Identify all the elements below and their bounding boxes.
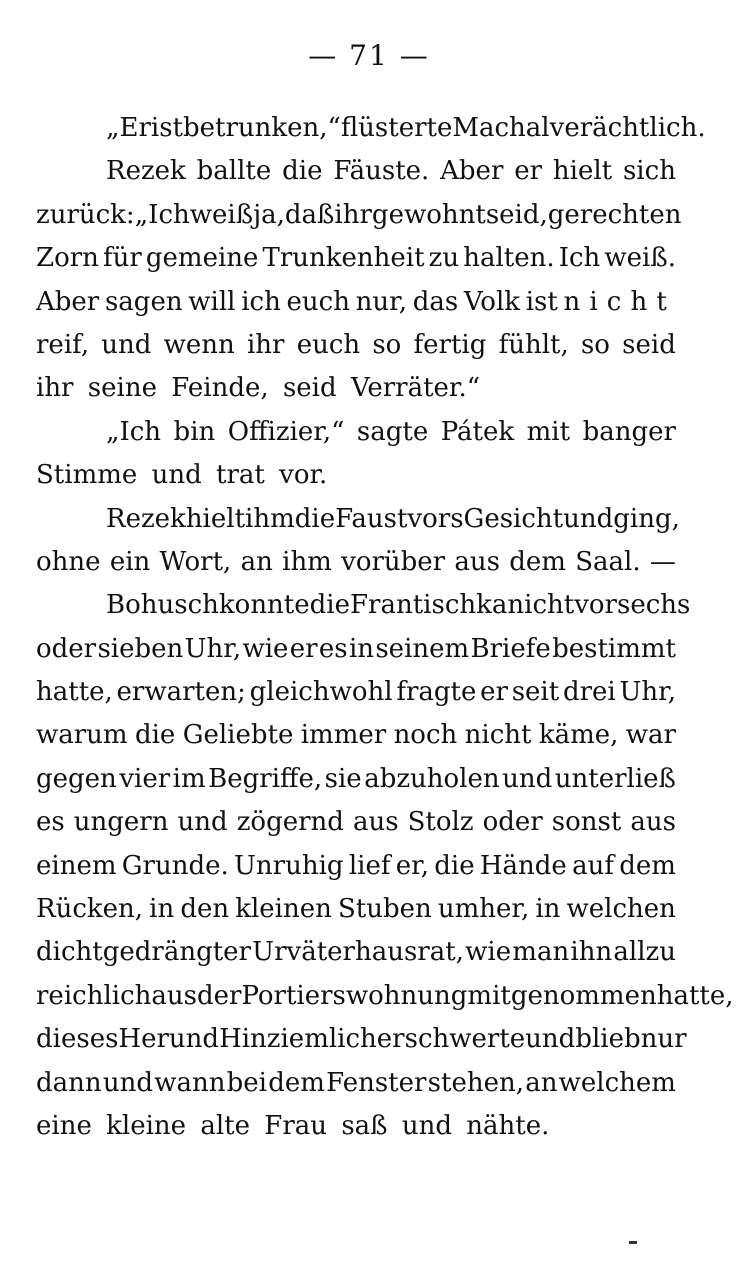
word: banger [582,416,676,447]
word: dann [36,1067,102,1098]
word: ihr [36,373,74,404]
word: nähte. [466,1110,550,1141]
word: ungern [73,807,169,838]
word: die [434,850,475,881]
word: fertig [413,329,487,360]
text-line [36,324,676,367]
word: betrunken,“ [183,113,341,143]
word: hatte, [36,677,113,708]
word: stehen, [427,1067,524,1098]
word: sich [622,156,676,187]
word: nur [640,1024,687,1055]
word: sagte [356,416,429,447]
word: welchen [566,894,676,925]
word: eine [36,1110,92,1141]
text-line [36,671,676,714]
word: sie [324,763,362,794]
word: bin [173,416,216,447]
word: für [103,243,142,274]
word: und [151,460,202,491]
word: und [525,1024,576,1055]
word: oder [482,807,543,838]
word: daß [284,199,335,230]
text-line [36,714,676,757]
word: Faust [335,503,408,534]
text-line [36,975,734,1018]
word: „Er [106,113,151,143]
text-line [36,628,676,671]
word: reif, [36,329,90,360]
word: Stolz [407,807,474,838]
word: hielt [552,156,613,187]
word: fühlt, [498,329,569,360]
word: Pátek [440,416,515,447]
word: welchem [558,1067,676,1098]
word: ziemlich [266,1024,377,1055]
word: so [372,329,402,360]
word: Portierswohnung [241,980,468,1011]
word: Ich [558,243,601,274]
word: Volk [463,286,521,317]
word: er [289,633,318,664]
word: auf [572,850,614,881]
word: Machal [452,113,550,143]
word: kleinen [235,894,332,925]
word: das [412,286,459,317]
word: ging, [613,503,680,534]
word: Zorn [36,243,99,274]
word: die [294,503,336,534]
text-line [36,888,676,931]
word: saß [341,1110,388,1141]
word: und [502,763,553,794]
word: aus [630,807,676,838]
word: sechs [617,590,691,621]
word: Offizier,“ [227,416,345,447]
word: dieses [36,1024,119,1055]
word: konnte [218,590,310,621]
word: Frau [264,1110,328,1141]
word: zögernd [236,807,344,838]
word: sonst [551,807,622,838]
word: noch [393,720,458,751]
word: aus [454,546,500,577]
word: und [177,807,228,838]
text-line [36,281,676,324]
text-line [36,931,676,974]
word: sagen [104,286,183,317]
word: vier [119,763,171,794]
text-line [36,1018,687,1061]
word: ich [241,286,281,317]
word: Trunkenheit [262,243,425,274]
word: so [580,329,610,360]
word: und [563,503,614,534]
word: euch [286,286,350,317]
word: an [240,546,273,577]
word: zurück: [36,199,135,230]
word: sieben [97,633,184,664]
word: und [401,1110,452,1141]
word: wie [465,937,512,968]
word: dem [509,546,566,577]
word: fragte [396,677,477,708]
page-number: — 71 — [308,39,430,72]
word: Hin [219,1024,267,1055]
word: weiß. [604,243,676,274]
word: ihr [334,199,372,230]
text-line [36,541,676,584]
word: Bohusch [106,590,219,621]
word: ihr [246,329,285,360]
word: ihm [245,503,295,534]
word: blieb [575,1024,641,1055]
word: in [348,633,375,664]
word: hielt [185,503,246,534]
word: euch [296,329,361,360]
word: reichlich [36,980,152,1011]
word: Wort, [159,546,232,577]
word: im [172,763,206,794]
word: und [168,1024,220,1055]
word: Uhr, [184,633,242,664]
word: die [282,156,323,187]
word: Fenster [326,1067,427,1098]
word: gerechten [547,199,682,230]
word: „Ich [106,416,162,447]
text-line [36,107,706,150]
word: ja, [253,199,285,230]
word: seid [622,329,676,360]
word: Feinde, [171,373,269,404]
word: dem [268,1067,325,1098]
word: allzu [613,937,676,968]
word: Her [118,1024,169,1055]
word: Frantischka [350,590,508,621]
word: der [196,980,242,1011]
word: und [101,329,152,360]
word: Aber [36,286,100,317]
word: Saal. [575,546,641,577]
word: lief [348,850,391,881]
word: einem [36,850,117,881]
text-line [36,498,680,541]
word: wann [154,1067,226,1098]
word: will [188,286,236,317]
word: abzuholen [364,763,500,794]
print-speck [629,1241,637,1244]
text-line [36,237,676,280]
word: Urväterhausrat, [252,937,464,968]
word: vors [407,503,464,534]
word: er [480,677,508,708]
word: vor [574,590,617,621]
word: Grunde. [121,850,229,881]
word: seid, [485,199,548,230]
text-line [36,454,676,497]
word: vor. [279,460,328,491]
word: ihn [570,937,613,968]
word: ihm [282,546,332,577]
text-line [36,758,676,801]
word: ist [150,113,183,143]
word: käme, [538,720,619,751]
word: drei [562,677,616,708]
word: man [512,937,570,968]
word: Geliebte [182,720,294,751]
word: nicht [507,590,575,621]
word: erwarten; [116,677,246,708]
word: flüsterte [340,113,453,143]
word: halten. [463,243,555,274]
word: ohne [36,546,101,577]
text-line [36,150,676,193]
word: immer [300,720,387,751]
word: seid [282,373,337,404]
word: seinem [375,633,470,664]
word: hatte, [656,980,734,1011]
word: ballte [196,156,272,187]
word: trat [216,460,265,491]
word: dichtgedrängter [36,937,251,968]
word: war [625,720,676,751]
word: warum [36,720,128,751]
word: Rezek [106,503,186,534]
word: nur, [355,286,407,317]
word: Fäuste. [333,156,430,187]
word: es [318,633,348,664]
text-line [36,411,676,454]
word: Begriffe, [208,763,323,794]
word: wie [242,633,289,664]
word: alte [200,1110,250,1141]
text-line [36,584,691,627]
word: an [525,1067,558,1098]
word: Briefe [470,633,551,664]
word: Rücken, [36,894,144,925]
word: den [180,894,230,925]
word: weiß [189,199,254,230]
word: vorüber [341,546,446,577]
word: gemeine [145,243,259,274]
word: — [649,546,676,577]
word: Gesicht [463,503,564,534]
word: Verräter.“ [350,373,481,404]
word: zu [428,243,460,274]
word: es [36,807,65,838]
word: Stimme [36,460,138,491]
word: „Ich [134,199,190,230]
word: bei [226,1067,267,1098]
word: kleine [106,1110,187,1141]
word: mit [526,416,571,447]
word: gleichwohl [249,677,393,708]
word: Stuben [337,894,432,925]
word: gewohnt [371,199,486,230]
word: unterließ [554,763,676,794]
word: er, [395,850,429,881]
word: verächtlich. [549,113,706,143]
word: gegen [36,763,117,794]
word: in [535,894,561,925]
word: die [309,590,350,621]
body-text [36,107,734,1148]
word: Unruhig [234,850,344,881]
text-line [36,1062,676,1105]
word: seit [511,677,560,708]
word: die [134,720,176,751]
word: mitgenommen [467,980,657,1011]
text-line [36,801,676,844]
word: bestimmt [552,633,676,664]
word: umher, [437,894,530,925]
word: erschwerte [376,1024,526,1055]
word: Uhr, [619,677,676,708]
word: nicht [563,286,676,317]
word: seine [87,373,157,404]
word: oder [36,633,97,664]
text-line [36,194,682,237]
word: Aber [440,156,504,187]
word: in [149,894,175,925]
word: Rezek [106,156,186,187]
word: aus [352,807,399,838]
word: aus [151,980,197,1011]
text-line [36,1105,676,1148]
text-line [36,845,676,888]
word: nicht [464,720,532,751]
text-line [36,367,676,410]
word: ist [525,286,558,317]
word: wenn [163,329,235,360]
word: ein [109,546,151,577]
word: und [102,1067,153,1098]
word: er [514,156,543,187]
word: Hände [479,850,567,881]
word: dem [619,850,676,881]
